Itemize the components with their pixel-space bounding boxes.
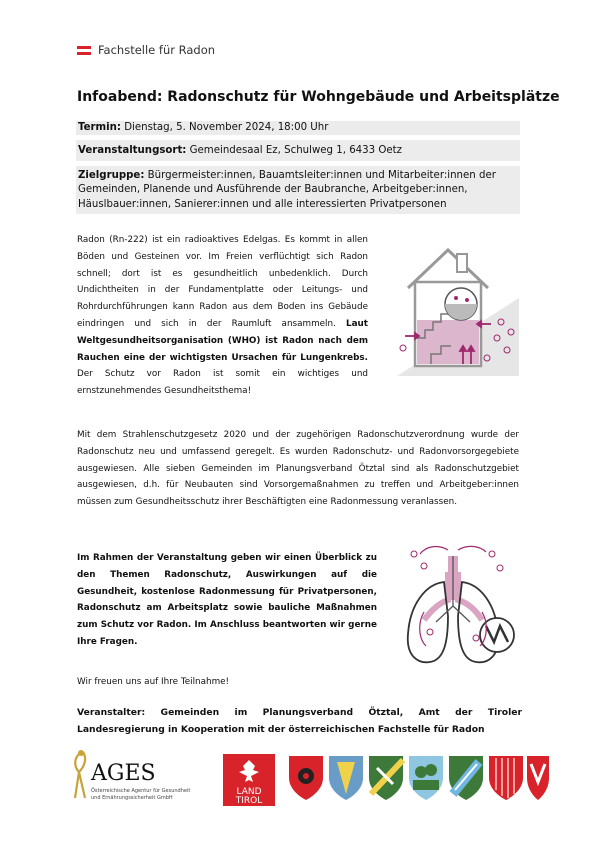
crest-5-icon (449, 756, 483, 800)
header (77, 43, 215, 57)
page-title: Infoabend: Radonschutz für Wohngebäude und Arbeitsplätze (77, 89, 560, 105)
organizer-line: Veranstalter: Gemeinden im Planungsverband Ötztal, Amt der Tiroler Landesregierung in Kooperation mit der österreichischen Fachstelle für Radon (77, 707, 522, 735)
ort-label: Veranstaltungsort: (78, 145, 187, 157)
termin-label: Termin: (78, 122, 121, 133)
crest-1-icon (289, 756, 323, 800)
crest-4-icon (409, 756, 443, 800)
crest-3-icon (369, 756, 403, 800)
house-radon-illustration (383, 238, 519, 378)
ziel-value: Bürgermeister:innen, Bauamtsleiter:innen und Mitarbeiter:innen der Gemeinden, Planende und Ausführende der Baubranche, Arbeitgeber:innen, Häuslbauer:innen, Sanierer:innen und alle interessierten Privatpersonen (78, 169, 496, 210)
logo-strip (65, 748, 545, 808)
tirol-line-1: LAND (236, 787, 262, 797)
closing-line: Wir freuen uns auf Ihre Teilnahme! (77, 677, 230, 687)
ziel-label: Zielgruppe: (78, 169, 145, 181)
crest-7-icon (527, 756, 549, 800)
termin-line (76, 121, 520, 135)
header-org: Fachstelle für Radon (98, 43, 216, 57)
ort-line (76, 140, 520, 160)
land-tirol-logo (223, 754, 275, 806)
lungs-radon-illustration (400, 542, 522, 670)
ages-logo (65, 748, 215, 806)
ziel-line (76, 166, 520, 214)
tirol-line-2: TIROL (235, 796, 263, 806)
intro-paragraph (77, 232, 368, 400)
intro-text: Radon (Rn-222) ist ein radioaktives Edelgas. Es kommt in allen Böden und Gesteinen vor. Im Freien verflüchtigt sich Radon schnell; dort ist es gesundheitlich unbedenklich. Durch Undichtheiten in der Fundamentplatte oder Leitungs- und Rohrdurchführungen kann Radon aus dem Boden ins Gebäude eindringen und sich in der Raumluft ansammeln. (77, 235, 368, 329)
crest-6-icon (489, 756, 523, 800)
termin-value: Dienstag, 5. November 2024, 18:00 Uhr (120, 122, 329, 133)
intro-who-statement: Laut Weltgesundheitsorganisation (WHO) ist Radon nach dem Rauchen eine der wichtigsten Ursachen für Lungenkrebs. (77, 318, 368, 363)
austria-flag-icon (77, 46, 91, 55)
info-box (76, 121, 520, 214)
ages-name: AGES (91, 761, 156, 786)
crest-2-icon (329, 756, 363, 800)
ages-subtitle-1: Österreichische Agentur für Gesundheit (91, 788, 191, 794)
municipal-crests (287, 754, 549, 802)
ages-subtitle-2: und Ernährungssicherheit GmbH (91, 795, 173, 801)
event-paragraph: Im Rahmen der Veranstaltung geben wir einen Überblick zu den Themen Radonschutz, Auswirkungen auf die Gesundheit, kostenlose Radonmessung für Privatpersonen, Radonschutz am Arbeitsplatz sowie bauliche Maßnahmen zum Schutz vor Radon. Im Anschluss beantworten wir gerne Ihre Fragen. (77, 553, 377, 647)
intro-text-end: Der Schutz vor Radon ist somit ein wichtiges und ernstzunehmendes Gesundheitsthema! (77, 369, 368, 397)
legal-paragraph: Mit dem Strahlenschutzgesetz 2020 und der zugehörigen Radonschutzverordnung wurde der Radonschutz neu und umfassend geregelt. Es wurden Radonschutz- und Radonvorsorgegebiete ausgewiesen. Alle sieben Gemeinden im Planungsverband Ötztal sind als Radonschutzgebiet ausgewiesen, d.h. für Neubauten sind Vorsorgemaßnahmen zu treffen und Arbeitgeber:innen müssen zum Gesundheitsschutz ihrer Beschäftigten eine Radonmessung veranlassen. (77, 430, 519, 508)
ort-value: Gemeindesaal Ez, Schulweg 1, 6433 Oetz (186, 145, 402, 157)
